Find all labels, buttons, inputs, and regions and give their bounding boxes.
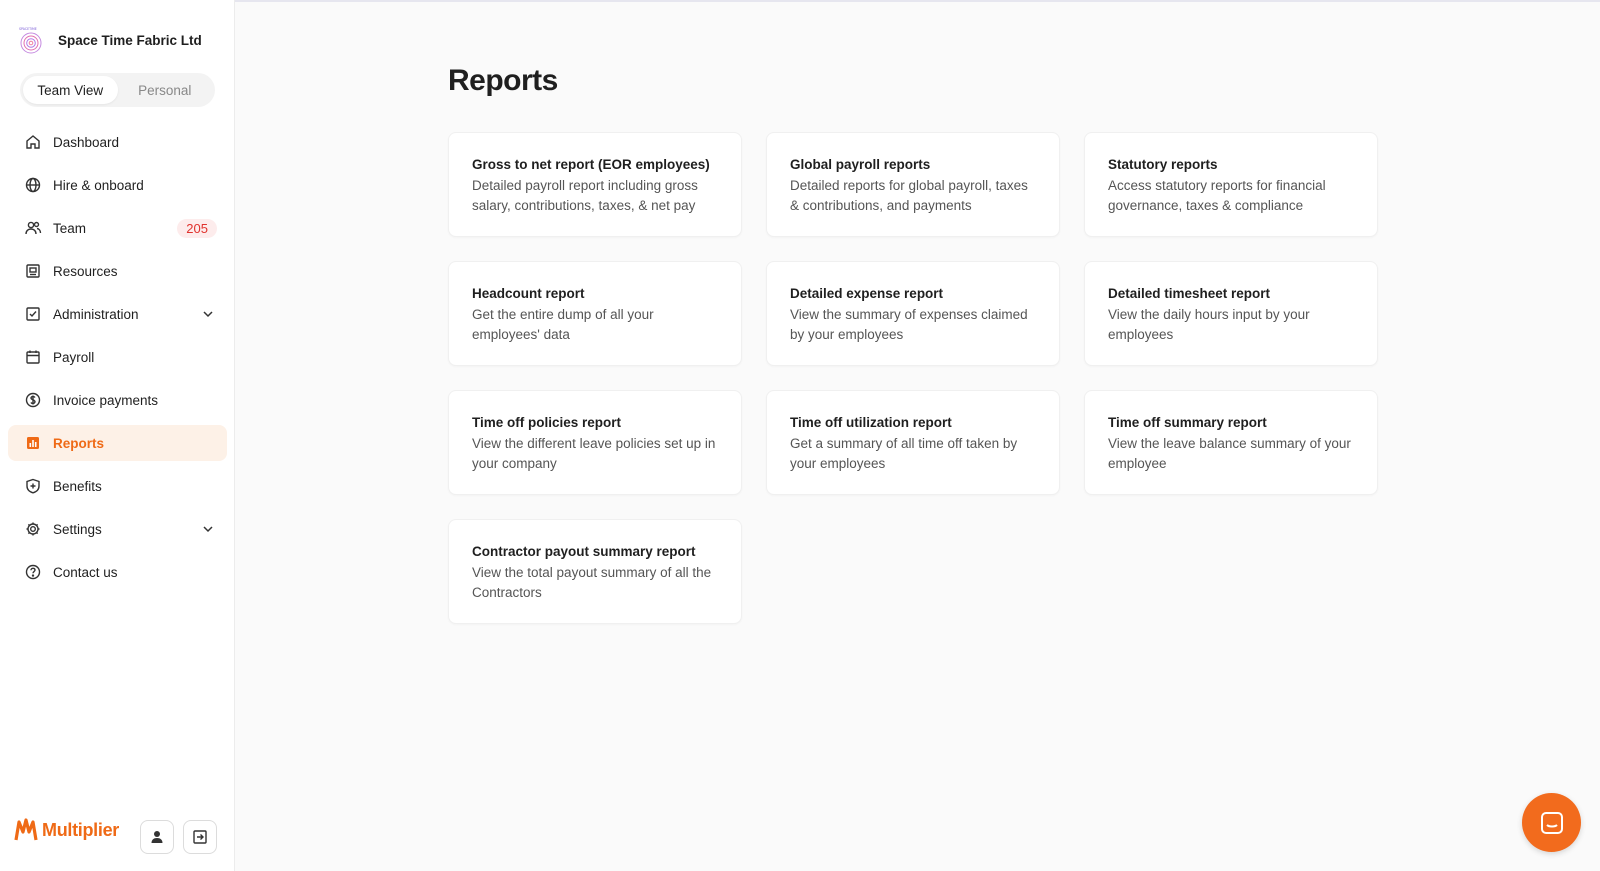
report-card-statutory[interactable] bbox=[1084, 132, 1378, 237]
reports-grid bbox=[448, 132, 1378, 624]
dollar-icon bbox=[24, 391, 42, 409]
card-description: Get the entire dump of all your employees' data bbox=[472, 307, 654, 342]
nav-label: Administration bbox=[53, 306, 139, 322]
nav-item-reports[interactable] bbox=[8, 425, 227, 461]
nav-item-dashboard[interactable] bbox=[8, 124, 227, 160]
card-description: Detailed payroll report including gross salary, contributions, taxes, & net pay bbox=[472, 178, 698, 213]
page-title: Reports bbox=[448, 64, 558, 97]
nav-label: Settings bbox=[53, 521, 102, 537]
team-count-badge: 205 bbox=[177, 219, 217, 238]
nav-label: Hire & onboard bbox=[53, 177, 144, 193]
nav-item-invoice-payments[interactable] bbox=[8, 382, 227, 418]
spiral-logo-icon bbox=[18, 26, 44, 54]
nav-label: Payroll bbox=[53, 349, 95, 365]
card-title: Contractor payout summary report bbox=[472, 544, 696, 559]
card-description: Get a summary of all time off taken by your employees bbox=[790, 436, 1018, 471]
nav-item-administration[interactable] bbox=[8, 296, 227, 332]
nav-item-resources[interactable] bbox=[8, 253, 227, 289]
report-card-global-payroll[interactable] bbox=[766, 132, 1060, 237]
card-description: View the total payout summary of all the Contractors bbox=[472, 565, 712, 600]
logout-icon bbox=[191, 828, 209, 846]
card-description: View the different leave policies set up in your company bbox=[472, 436, 716, 471]
top-border bbox=[0, 0, 1600, 2]
checklist-icon bbox=[24, 305, 42, 323]
report-card-time-off-summary[interactable] bbox=[1084, 390, 1378, 495]
card-title: Global payroll reports bbox=[790, 157, 931, 172]
report-card-headcount[interactable] bbox=[448, 261, 742, 366]
card-title: Time off utilization report bbox=[790, 415, 952, 430]
nav-item-settings[interactable] bbox=[8, 511, 227, 547]
nav-label: Dashboard bbox=[53, 134, 120, 150]
brand-name: Multiplier bbox=[42, 819, 119, 840]
sidebar bbox=[0, 0, 235, 871]
personal-view-toggle[interactable]: Personal bbox=[138, 82, 192, 98]
report-card-time-off-utilization[interactable] bbox=[766, 390, 1060, 495]
svg-text:SPACETIME: SPACETIME bbox=[19, 27, 37, 31]
card-title: Detailed timesheet report bbox=[1108, 286, 1271, 301]
report-card-expense[interactable] bbox=[766, 261, 1060, 366]
help-icon bbox=[24, 563, 42, 581]
nav-label: Resources bbox=[53, 263, 118, 279]
report-card-contractor-payout[interactable] bbox=[448, 519, 742, 624]
gear-icon bbox=[24, 520, 42, 538]
org-header[interactable] bbox=[18, 26, 202, 54]
nav-label: Invoice payments bbox=[53, 392, 159, 408]
globe-icon bbox=[24, 176, 42, 194]
bar-chart-icon bbox=[24, 434, 42, 452]
multiplier-logo-icon bbox=[14, 816, 38, 844]
card-title: Headcount report bbox=[472, 286, 585, 301]
nav-item-contact-us[interactable] bbox=[8, 554, 227, 590]
nav-item-team[interactable] bbox=[8, 210, 227, 246]
chevron-down-icon[interactable] bbox=[201, 522, 215, 536]
card-description: Access statutory reports for financial governance, taxes & compliance bbox=[1108, 178, 1326, 213]
nav-item-benefits[interactable] bbox=[8, 468, 227, 504]
report-card-time-off-policies[interactable] bbox=[448, 390, 742, 495]
brand[interactable] bbox=[14, 816, 119, 844]
card-title: Detailed expense report bbox=[790, 286, 944, 301]
nav-item-hire-onboard[interactable] bbox=[8, 167, 227, 203]
chevron-down-icon[interactable] bbox=[201, 307, 215, 321]
org-name: Space Time Fabric Ltd bbox=[58, 32, 202, 48]
nav-label: Benefits bbox=[53, 478, 102, 494]
report-card-gross-to-net[interactable] bbox=[448, 132, 742, 237]
card-description: View the daily hours input by your employees bbox=[1108, 307, 1310, 342]
report-card-timesheet[interactable] bbox=[1084, 261, 1378, 366]
nav-label: Team bbox=[53, 220, 87, 236]
chat-icon bbox=[1538, 809, 1566, 837]
nav-item-payroll[interactable] bbox=[8, 339, 227, 375]
nav-label: Contact us bbox=[53, 564, 118, 580]
team-view-toggle[interactable]: Team View bbox=[23, 76, 118, 104]
card-description: View the leave balance summary of your employee bbox=[1108, 436, 1351, 471]
chat-launcher-button[interactable] bbox=[1522, 793, 1581, 852]
people-icon bbox=[24, 219, 42, 237]
sidebar-footer bbox=[0, 804, 235, 871]
sidebar-nav bbox=[8, 124, 227, 597]
card-title: Gross to net report (EOR employees) bbox=[472, 157, 710, 172]
home-icon bbox=[24, 133, 42, 151]
shield-icon bbox=[24, 477, 42, 495]
card-title: Time off policies report bbox=[472, 415, 622, 430]
resources-icon bbox=[24, 262, 42, 280]
card-title: Time off summary report bbox=[1108, 415, 1267, 430]
calendar-icon bbox=[24, 348, 42, 366]
logout-button[interactable] bbox=[183, 820, 217, 854]
user-icon bbox=[148, 828, 166, 846]
card-title: Statutory reports bbox=[1108, 157, 1218, 172]
profile-button[interactable] bbox=[140, 820, 174, 854]
nav-label: Reports bbox=[53, 435, 105, 451]
card-description: View the summary of expenses claimed by your employees bbox=[790, 307, 1028, 342]
card-description: Detailed reports for global payroll, taxes & contributions, and payments bbox=[790, 178, 1028, 213]
view-toggle bbox=[20, 73, 215, 107]
